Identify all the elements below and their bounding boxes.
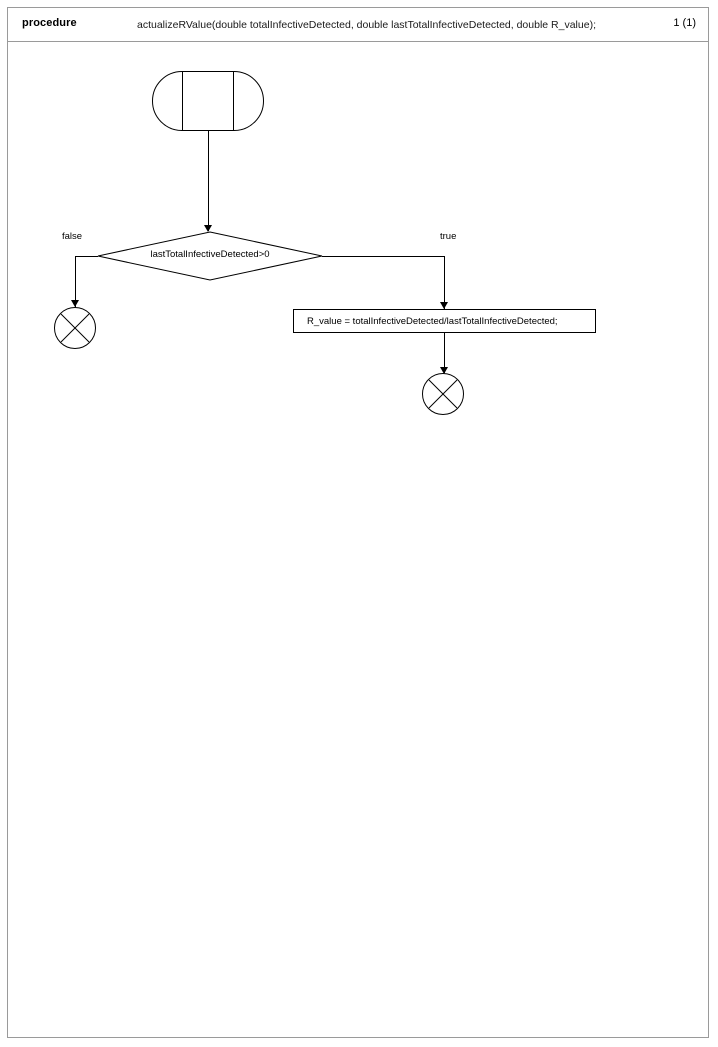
task-symbol[interactable] [293, 309, 596, 333]
edge-false-horizontal [75, 256, 98, 257]
procedure-start-symbol[interactable] [152, 71, 264, 131]
return-symbol-false[interactable] [54, 307, 96, 349]
arrowhead-false [71, 300, 79, 307]
edge-start-to-decision [208, 131, 209, 231]
arrowhead-true [440, 302, 448, 309]
start-divider-right [233, 72, 234, 130]
page-number: 1 (1) [673, 17, 696, 29]
return-symbol-true[interactable] [422, 373, 464, 415]
decision-symbol[interactable] [97, 231, 323, 281]
procedure-signature: actualizeRValue(double totalInfectiveDetected, double lastTotalInfectiveDetected, double R_value); [137, 19, 596, 31]
start-divider-left [182, 72, 183, 130]
branch-label-true: true [440, 231, 457, 242]
branch-label-false: false [62, 231, 83, 242]
task-label: R_value = totalInfectiveDetected/lastTotalInfectiveDetected; [307, 316, 558, 327]
edge-true-horizontal [322, 256, 444, 257]
decision-label: lastTotalInfectiveDetected>0 [150, 249, 270, 260]
header-kind-label: procedure [22, 17, 77, 29]
